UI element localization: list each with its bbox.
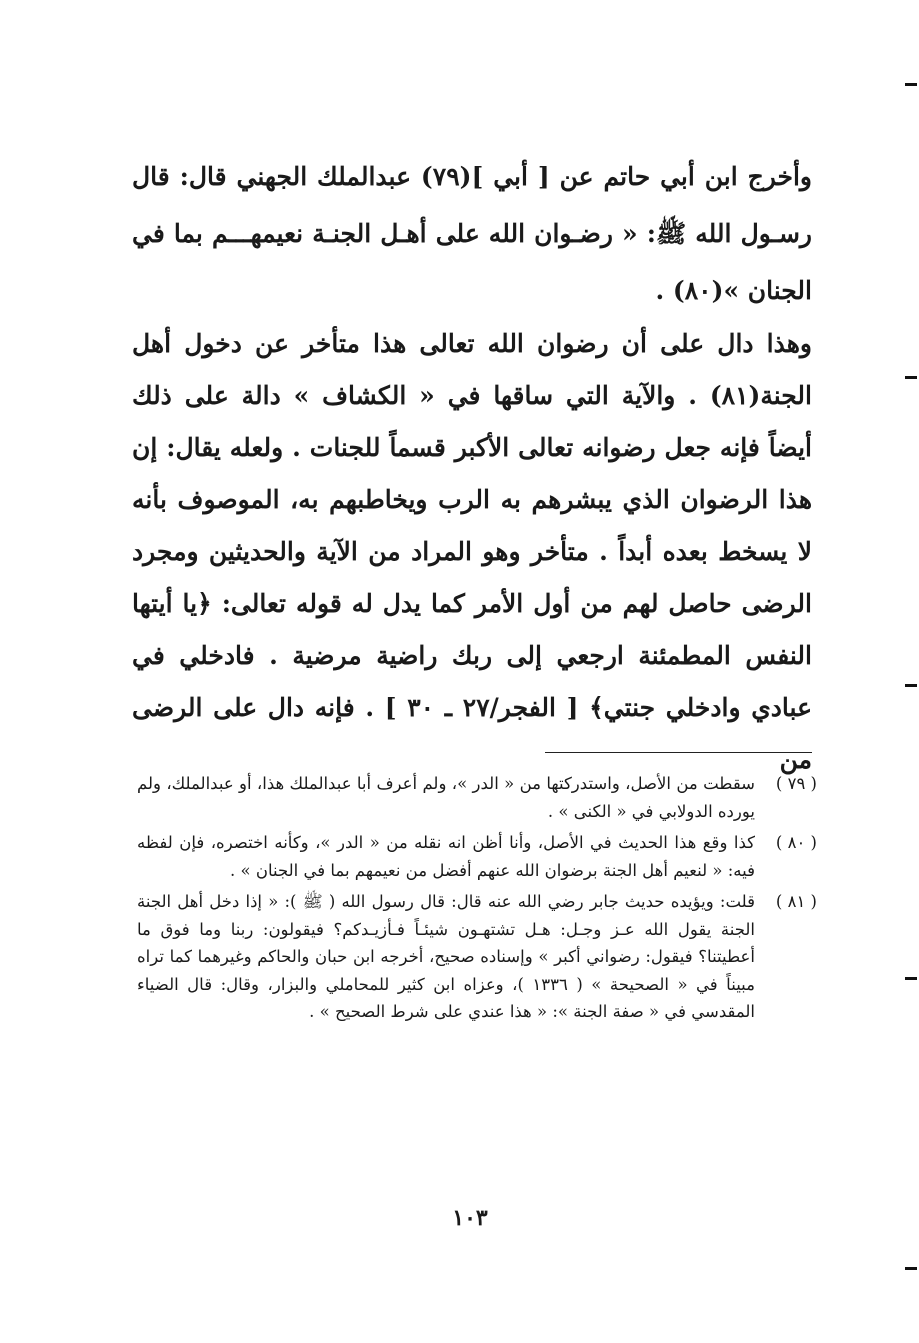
body-paragraph-1: وأخرج ابن أبي حاتم عن [ أبي ](٧٩) عبدالملك الجهني قال: قال رسـول الله ﷺ: « رضـوان الله على أهـل الجنـة نعيمهـــم بما في الجنان »(٨٠) .	[132, 162, 812, 305]
footnote-80	[137, 829, 817, 884]
footnote-number: ( ٨١ )	[775, 892, 817, 911]
footnote-81	[137, 888, 817, 1026]
footnote-divider	[545, 752, 812, 753]
footnote-text: قلت: ويؤيده حديث جابر رضي الله عنه قال: قال رسول الله ( ﷺ ): « إذا دخل أهل الجنة الجنة يقول الله عـز وجـل: هـل تشتهـون شيئـاً فـأزيـدكم؟ فيقولون: ربنا وما فوق ما أعطيتنا؟ فيقول: رضواني أكبر » وإسناده صحيح، أخرجه ابن حبان والحاكم وغيرهما كما تراه مبيناً في « الصحيحة » ( ١٣٣٦ )، وعزاه ابن كثير للمحاملي والبزار، وقال: قال الضياء المقدسي في « صفة الجنة »: « هذا عندي على شرط الصحيح » .	[137, 892, 755, 1021]
margin-mark	[905, 684, 917, 687]
margin-mark	[905, 1267, 917, 1270]
page-number: ١٠٣	[452, 1205, 488, 1231]
footnote-text: سقطت من الأصل، واستدركتها من « الدر »، ولم أعرف أبا عبدالملك هذا، أو عبدالملك، ولم يورده الدولابي في « الكنى » .	[137, 774, 755, 821]
body-paragraph-2: وهذا دال على أن رضوان الله تعالى هذا متأخر عن دخول أهل الجنة(٨١) . والآية التي ساقها في « الكشاف » دالة على ذلك أيضاً فإنه جعل رضوانه تعالى الأكبر قسماً للجنات . ولعله يقال: إن هذا الرضوان الذي يبشرهم به الرب ويخاطبهم به، الموصوف بأنه لا يسخط بعده أبداً . متأخر وهو المراد من الآية والحديثين ومجرد الرضى حاصل لهم من أول الأمر كما يدل له قوله تعالى: ﴿يا أيتها النفس المطمئنة ارجعي إلى ربك راضية مرضية . فادخلي في عبادي وادخلي جنتي﴾ [ الفجر/٢٧ ـ ٣٠ ] . فإنه دال على الرضى من	[132, 329, 812, 774]
footnote-text: كذا وقع هذا الحديث في الأصل، وأنا أظن انه نقله من « الدر »، وكأنه اختصره، فإن لفظه فيه: « لنعيم أهل الجنة برضوان الله عنهم أفضل من نعيمهم بما في الجنان » .	[137, 833, 755, 880]
footnote-79	[137, 770, 817, 825]
footnote-number: ( ٧٩ )	[775, 774, 817, 793]
margin-mark	[905, 83, 917, 86]
footnote-number: ( ٨٠ )	[775, 833, 817, 852]
footnotes-section	[137, 770, 817, 1030]
margin-mark	[905, 376, 917, 379]
margin-mark	[905, 977, 917, 980]
